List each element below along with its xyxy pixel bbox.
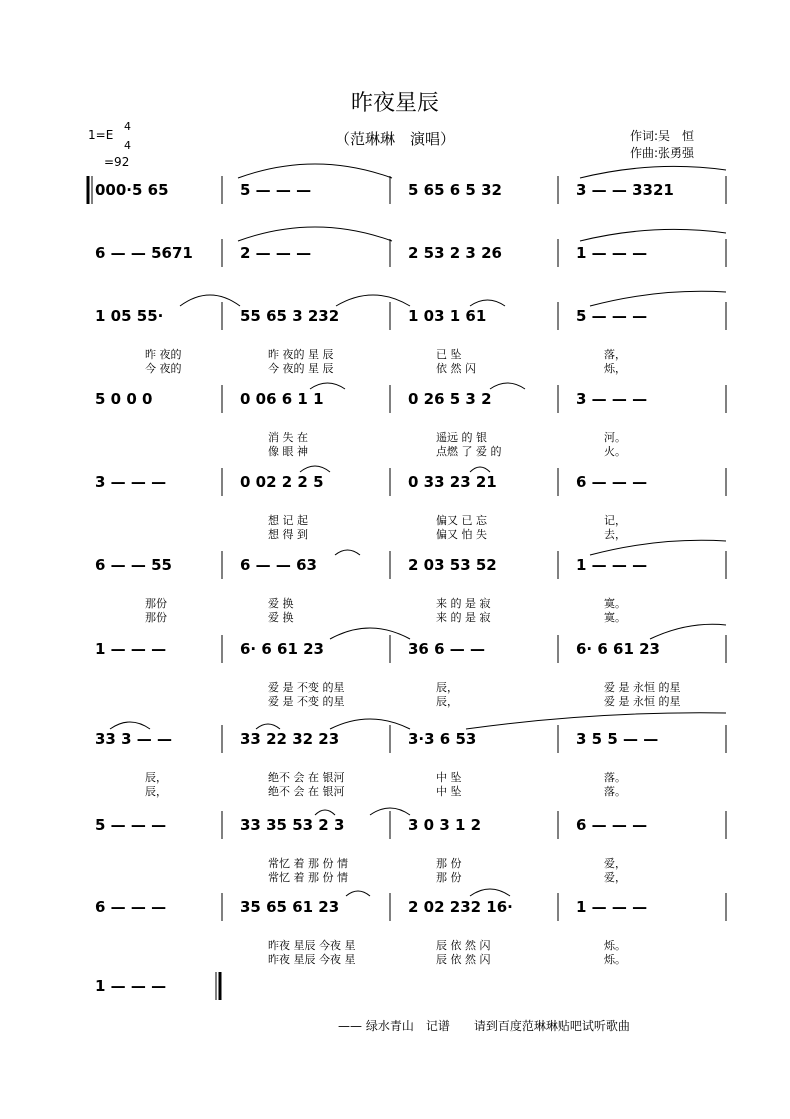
slur-arc bbox=[580, 166, 726, 178]
slur-arc bbox=[300, 466, 330, 472]
slur-arc bbox=[330, 628, 410, 639]
lyric-syllables: 辰， bbox=[145, 771, 167, 784]
lyric-syllables: 爱 换 bbox=[268, 611, 294, 624]
lyric-syllables: 来 的 是 寂 bbox=[436, 611, 491, 624]
measure: 33 3 — — bbox=[95, 730, 172, 748]
measure: 0 33 23 21 bbox=[408, 473, 497, 491]
lyric-syllables: 落。 bbox=[604, 785, 626, 798]
lyric-syllables: 河。 bbox=[604, 431, 626, 444]
lyric-syllables: 偏又 怕 失 bbox=[436, 528, 487, 541]
key-signature: 1=E bbox=[88, 128, 114, 142]
lyric-syllables: 想 得 到 bbox=[268, 528, 308, 541]
lyric-syllables: 遥远 的 银 bbox=[436, 431, 487, 444]
measure: 6· 6 61 23 bbox=[576, 640, 660, 658]
lyric-syllables: 那 份 bbox=[436, 871, 462, 884]
lyric-syllables: 绝不 会 在 银河 bbox=[268, 785, 345, 798]
lyric-syllables: 中 坠 bbox=[436, 771, 462, 784]
slur-arc bbox=[650, 624, 726, 639]
lyric-syllables: 昨 夜的 bbox=[145, 348, 182, 361]
measure: 000·5 65 bbox=[95, 181, 169, 199]
slur-arc bbox=[336, 295, 410, 306]
measure: 36 6 — — bbox=[408, 640, 485, 658]
measure: 2 53 2 3 26 bbox=[408, 244, 502, 262]
measure: 1 — — — bbox=[576, 898, 648, 916]
measure: 1 — — — bbox=[95, 977, 167, 995]
measure: 6 — — — bbox=[576, 473, 648, 491]
lyric-syllables: 火。 bbox=[604, 445, 626, 458]
lyric-syllables: 消 失 在 bbox=[268, 431, 308, 444]
lyric-syllables: 寞。 bbox=[604, 611, 626, 624]
measure: 2 — — — bbox=[240, 244, 312, 262]
time-signature-denominator: 4 bbox=[124, 139, 131, 152]
slur-arc bbox=[346, 891, 370, 896]
slur-arc bbox=[238, 227, 392, 241]
slur-arc bbox=[335, 550, 360, 555]
lyric-syllables: 爱 是 不变 的星 bbox=[268, 695, 345, 708]
lyric-syllables: 爱 是 永恒 的星 bbox=[604, 695, 681, 708]
tempo-marking: =92 bbox=[104, 155, 130, 169]
lyric-syllables: 常忆 着 那 份 情 bbox=[268, 871, 348, 884]
slur-arc bbox=[466, 713, 726, 729]
measure: 3 — — 3321 bbox=[576, 181, 674, 199]
measure: 1 — — — bbox=[576, 244, 648, 262]
lyric-syllables: 依 然 闪 bbox=[436, 362, 476, 375]
lyric-syllables: 来 的 是 寂 bbox=[436, 597, 491, 610]
measure: 1 — — — bbox=[95, 640, 167, 658]
slur-arc bbox=[330, 719, 410, 729]
measure: 35 65 61 23 bbox=[240, 898, 340, 916]
measure: 1 03 1 61 bbox=[408, 307, 487, 325]
slur-arc bbox=[470, 300, 505, 306]
slur-arc bbox=[238, 164, 392, 178]
lyric-syllables: 烁。 bbox=[604, 953, 626, 966]
lyric-syllables: 爱 是 不变 的星 bbox=[268, 681, 345, 694]
lyric-syllables: 辰 依 然 闪 bbox=[436, 953, 491, 966]
measure: 1 05 55· bbox=[95, 307, 164, 325]
measure: 3·3 6 53 bbox=[408, 730, 477, 748]
lyric-syllables: 爱， bbox=[604, 871, 626, 884]
lyric-syllables: 辰 依 然 闪 bbox=[436, 939, 491, 952]
lyric-syllables: 偏又 已 忘 bbox=[436, 514, 487, 527]
lyric-syllables: 爱 是 永恒 的星 bbox=[604, 681, 681, 694]
measure: 2 02 232 16· bbox=[408, 898, 513, 916]
measure: 5 — — — bbox=[576, 307, 648, 325]
lyric-syllables: 去， bbox=[604, 528, 626, 541]
lyric-syllables: 那 份 bbox=[436, 857, 462, 870]
lyric-syllables: 绝不 会 在 银河 bbox=[268, 771, 345, 784]
lyric-syllables: 那份 bbox=[145, 597, 167, 610]
lyricist-credit: 作词:吴 恒 bbox=[630, 129, 695, 143]
measure: 6 — — 63 bbox=[240, 556, 317, 574]
time-signature-numerator: 4 bbox=[124, 120, 131, 133]
composer-credit: 作曲:张勇强 bbox=[630, 146, 695, 160]
slur-arc bbox=[180, 295, 240, 306]
slur-arc bbox=[580, 229, 726, 241]
measure: 6 — — — bbox=[95, 898, 167, 916]
lyric-syllables: 已 坠 bbox=[436, 348, 462, 361]
measure: 5 65 6 5 32 bbox=[408, 181, 502, 199]
lyric-syllables: 辰， bbox=[145, 785, 167, 798]
lyric-syllables: 昨夜 星辰 今夜 星 bbox=[268, 939, 356, 952]
measure: 0 26 5 3 2 bbox=[408, 390, 492, 408]
slur-arc bbox=[490, 383, 525, 389]
slur-arc bbox=[315, 810, 335, 815]
lyric-syllables: 辰， bbox=[436, 695, 458, 708]
lyric-syllables: 想 记 起 bbox=[268, 514, 308, 527]
measure: 5 — — — bbox=[240, 181, 312, 199]
lyric-syllables: 今 夜的 bbox=[145, 362, 182, 375]
measure: 6· 6 61 23 bbox=[240, 640, 324, 658]
slur-arc bbox=[470, 467, 490, 472]
lyric-syllables: 爱 换 bbox=[268, 597, 294, 610]
performer-subtitle: （范琳琳 演唱） bbox=[334, 130, 455, 148]
measure: 55 65 3 232 bbox=[240, 307, 340, 325]
measure: 3 0 3 1 2 bbox=[408, 816, 482, 834]
measure: 0 02 2 2 5 bbox=[240, 473, 324, 491]
slur-arc bbox=[256, 724, 280, 729]
slur-arc bbox=[310, 383, 345, 389]
lyric-syllables: 那份 bbox=[145, 611, 167, 624]
measure: 33 35 53 2 3 bbox=[240, 816, 345, 834]
lyric-syllables: 落， bbox=[604, 348, 626, 361]
lyric-syllables: 中 坠 bbox=[436, 785, 462, 798]
lyric-syllables: 点燃 了 爱 的 bbox=[436, 445, 502, 458]
lyric-syllables: 烁， bbox=[604, 362, 626, 375]
measure: 2 03 53 52 bbox=[408, 556, 497, 574]
lyric-syllables: 昨 夜的 星 辰 bbox=[268, 348, 334, 361]
lyric-syllables: 落。 bbox=[604, 771, 626, 784]
slur-arc bbox=[590, 291, 726, 306]
measure: 5 — — — bbox=[95, 816, 167, 834]
slur-arc bbox=[470, 889, 510, 896]
measure: 33 22 32 23 bbox=[240, 730, 340, 748]
song-title: 昨夜星辰 bbox=[350, 91, 439, 116]
lyric-syllables: 昨夜 星辰 今夜 星 bbox=[268, 953, 356, 966]
slur-arc bbox=[110, 722, 150, 729]
lyric-syllables: 爱， bbox=[604, 857, 626, 870]
measure: 1 — — — bbox=[576, 556, 648, 574]
lyric-syllables: 像 眼 神 bbox=[268, 445, 308, 458]
lyric-syllables: 记， bbox=[604, 514, 626, 527]
measure: 6 — — 55 bbox=[95, 556, 172, 574]
measure: 3 5 5 — — bbox=[576, 730, 659, 748]
lyric-syllables: 烁。 bbox=[604, 939, 626, 952]
measure: 3 — — — bbox=[95, 473, 167, 491]
measure: 6 — — — bbox=[576, 816, 648, 834]
measure: 5 0 0 0 bbox=[95, 390, 153, 408]
lyric-syllables: 辰， bbox=[436, 681, 458, 694]
measure: 3 — — — bbox=[576, 390, 648, 408]
lyric-syllables: 常忆 着 那 份 情 bbox=[268, 857, 348, 870]
measure: 6 — — 5671 bbox=[95, 244, 193, 262]
lyric-syllables: 今 夜的 星 辰 bbox=[268, 362, 334, 375]
measure: 0 06 6 1 1 bbox=[240, 390, 324, 408]
slur-arc bbox=[590, 540, 726, 555]
lyric-syllables: 寞。 bbox=[604, 597, 626, 610]
footer-note: —— 绿水青山 记谱 请到百度范琳琳贴吧试听歌曲 bbox=[338, 1019, 630, 1033]
